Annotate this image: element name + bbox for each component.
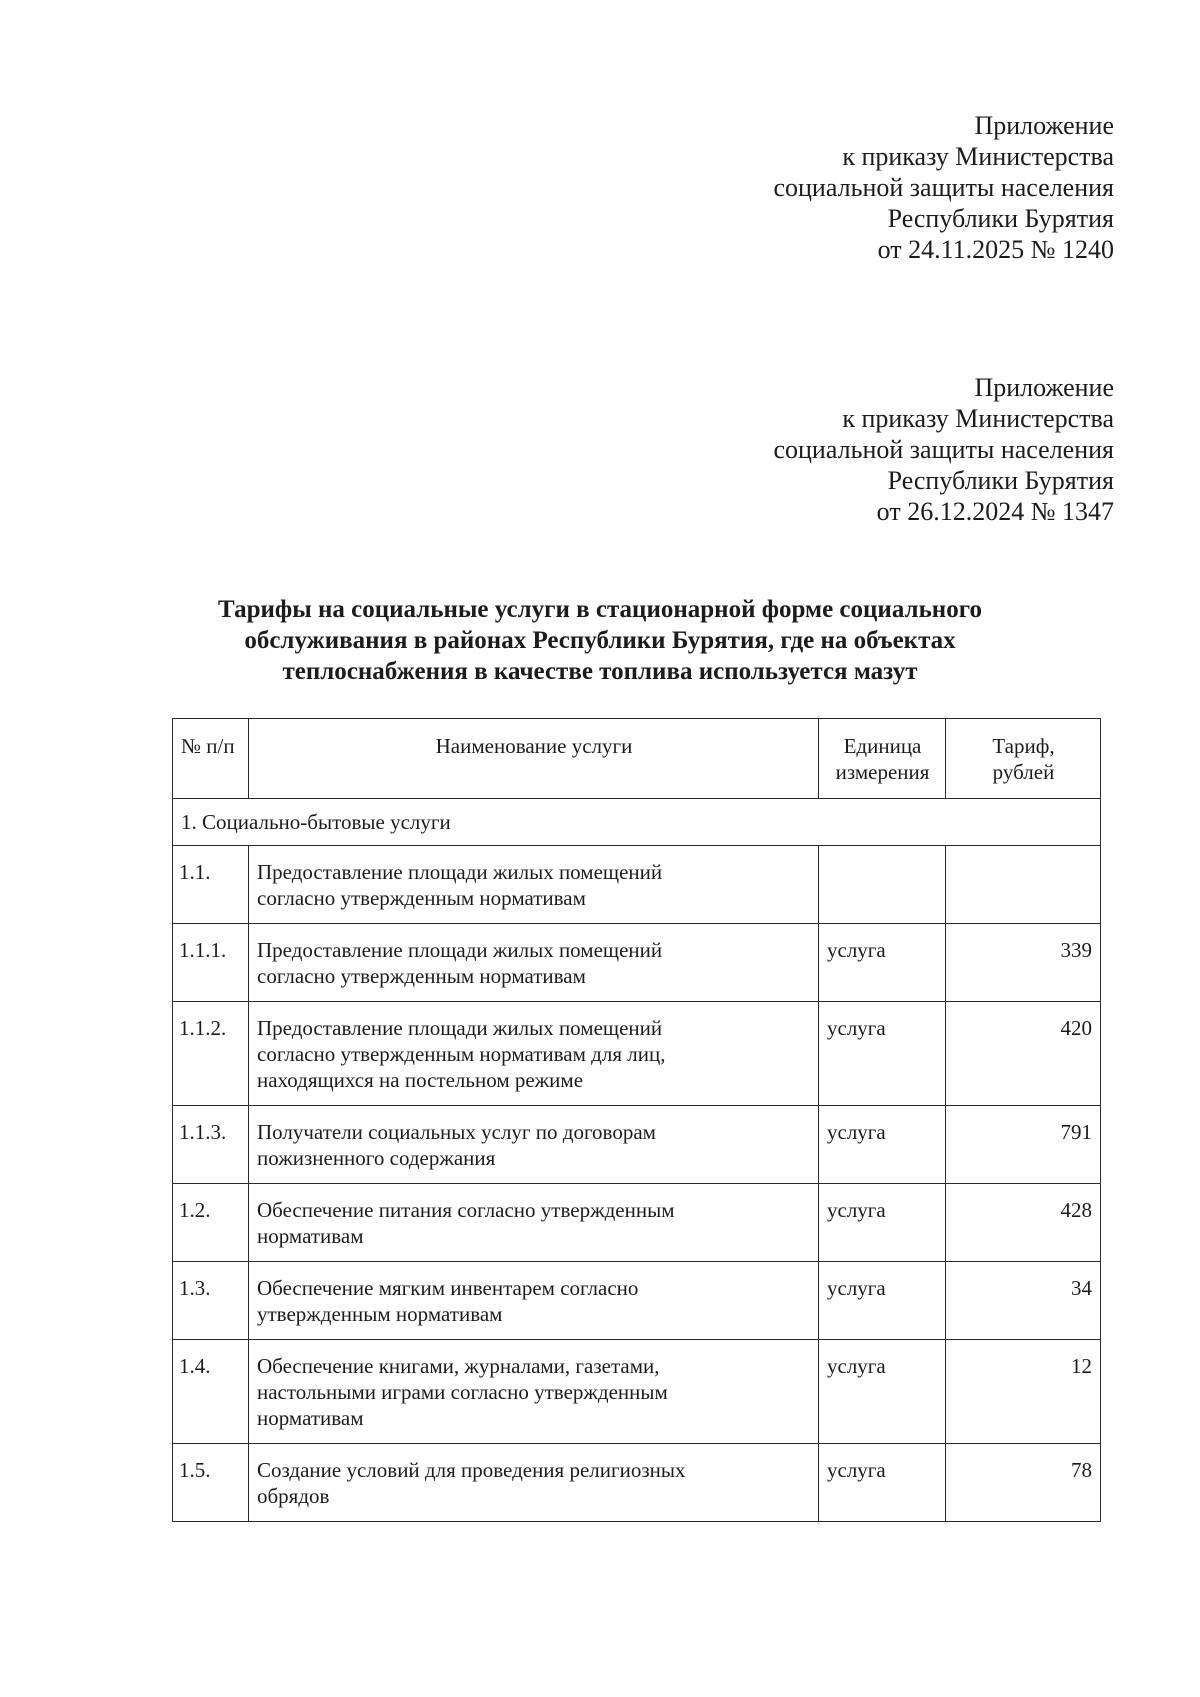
appendix-date-number: от 26.12.2024 № 1347 — [876, 497, 1114, 526]
row-unit: услуга — [819, 1106, 946, 1184]
row-tariff: 420 — [946, 1002, 1101, 1106]
table-header-row — [173, 719, 1101, 799]
service-name-line: согласно утвержденным нормативам — [257, 886, 586, 910]
header-unit — [819, 719, 946, 799]
header-tariff-line: Тариф, — [992, 734, 1055, 758]
row-unit: услуга — [819, 1340, 946, 1444]
service-name-line: настольными играми согласно утвержденным — [257, 1380, 668, 1404]
row-service-name — [249, 924, 819, 1002]
row-unit: услуга — [819, 1444, 946, 1522]
document-title — [150, 594, 1050, 687]
header-number: № п/п — [173, 719, 249, 799]
service-name-line: находящихся на постельном режиме — [257, 1068, 584, 1092]
row-tariff: 78 — [946, 1444, 1101, 1522]
row-service-name — [249, 1340, 819, 1444]
service-name-line: обрядов — [257, 1484, 330, 1508]
row-number: 1.5. — [173, 1444, 249, 1522]
row-unit — [819, 846, 946, 924]
row-tariff: 339 — [946, 924, 1101, 1002]
service-name-line: Предоставление площади жилых помещений — [257, 860, 663, 884]
row-tariff: 34 — [946, 1262, 1101, 1340]
row-tariff: 12 — [946, 1340, 1101, 1444]
row-service-name — [249, 1444, 819, 1522]
appendix-line: Республики Бурятия — [887, 204, 1114, 233]
row-tariff: 428 — [946, 1184, 1101, 1262]
row-service-name — [249, 846, 819, 924]
row-number: 1.3. — [173, 1262, 249, 1340]
service-name-line: Обеспечение питания согласно утвержденным — [257, 1198, 675, 1222]
appendix-line: Приложение — [974, 373, 1114, 402]
section-row — [173, 799, 1101, 846]
row-number: 1.1.2. — [173, 1002, 249, 1106]
appendix-line: Республики Бурятия — [887, 466, 1114, 495]
appendix-line: к приказу Министерства — [842, 404, 1114, 433]
appendix-line: Приложение — [974, 111, 1114, 140]
row-number: 1.1.3. — [173, 1106, 249, 1184]
table-row — [173, 1184, 1101, 1262]
table-row — [173, 1340, 1101, 1444]
title-line: Тарифы на социальные услуги в стационарной форме социального — [218, 596, 982, 623]
table-row — [173, 1002, 1101, 1106]
service-name-line: пожизненного содержания — [257, 1146, 496, 1170]
table-row — [173, 924, 1101, 1002]
service-name-line: Создание условий для проведения религиозных — [257, 1458, 686, 1482]
service-name-line: Предоставление площади жилых помещений — [257, 938, 663, 962]
row-number: 1.1.1. — [173, 924, 249, 1002]
service-name-line: Получатели социальных услуг по договорам — [257, 1120, 656, 1144]
title-line: обслуживания в районах Республики Бурятия, где на объектах — [244, 627, 956, 654]
row-tariff — [946, 846, 1101, 924]
row-number: 1.4. — [173, 1340, 249, 1444]
row-unit: услуга — [819, 1002, 946, 1106]
tariffs-table — [172, 718, 1101, 1522]
row-service-name — [249, 1002, 819, 1106]
row-unit: услуга — [819, 1262, 946, 1340]
service-name-line: нормативам — [257, 1224, 364, 1248]
service-name-line: Обеспечение мягким инвентарем согласно — [257, 1276, 639, 1300]
service-name-line: Обеспечение книгами, журналами, газетами, — [257, 1354, 660, 1378]
service-name-line: Предоставление площади жилых помещений — [257, 1016, 663, 1040]
table-row — [173, 1262, 1101, 1340]
header-tariff — [946, 719, 1101, 799]
service-name-line: согласно утвержденным нормативам — [257, 964, 586, 988]
header-unit-line: Единица — [843, 734, 922, 758]
row-unit: услуга — [819, 1184, 946, 1262]
row-service-name — [249, 1262, 819, 1340]
table-row — [173, 1444, 1101, 1522]
header-tariff-line: рублей — [992, 760, 1055, 784]
row-unit: услуга — [819, 924, 946, 1002]
table-body — [173, 799, 1101, 1522]
row-number: 1.1. — [173, 846, 249, 924]
row-service-name — [249, 1184, 819, 1262]
appendix-line: социальной защиты населения — [773, 435, 1114, 464]
appendix-date-number: от 24.11.2025 № 1240 — [877, 235, 1114, 264]
row-service-name — [249, 1106, 819, 1184]
row-tariff: 791 — [946, 1106, 1101, 1184]
header-unit-line: измерения — [835, 760, 930, 784]
table-row — [173, 1106, 1101, 1184]
service-name-line: согласно утвержденным нормативам для лиц, — [257, 1042, 666, 1066]
service-name-line: утвержденным нормативам — [257, 1302, 503, 1326]
table-row — [173, 846, 1101, 924]
row-number: 1.2. — [173, 1184, 249, 1262]
section-title: 1. Социально-бытовые услуги — [173, 799, 1101, 846]
appendix-header-original — [773, 372, 1114, 527]
header-service-name: Наименование услуги — [249, 719, 819, 799]
appendix-header-current — [773, 110, 1114, 265]
service-name-line: нормативам — [257, 1406, 364, 1430]
appendix-line: к приказу Министерства — [842, 142, 1114, 171]
title-line: теплоснабжения в качестве топлива используется мазут — [282, 658, 918, 685]
appendix-line: социальной защиты населения — [773, 173, 1114, 202]
